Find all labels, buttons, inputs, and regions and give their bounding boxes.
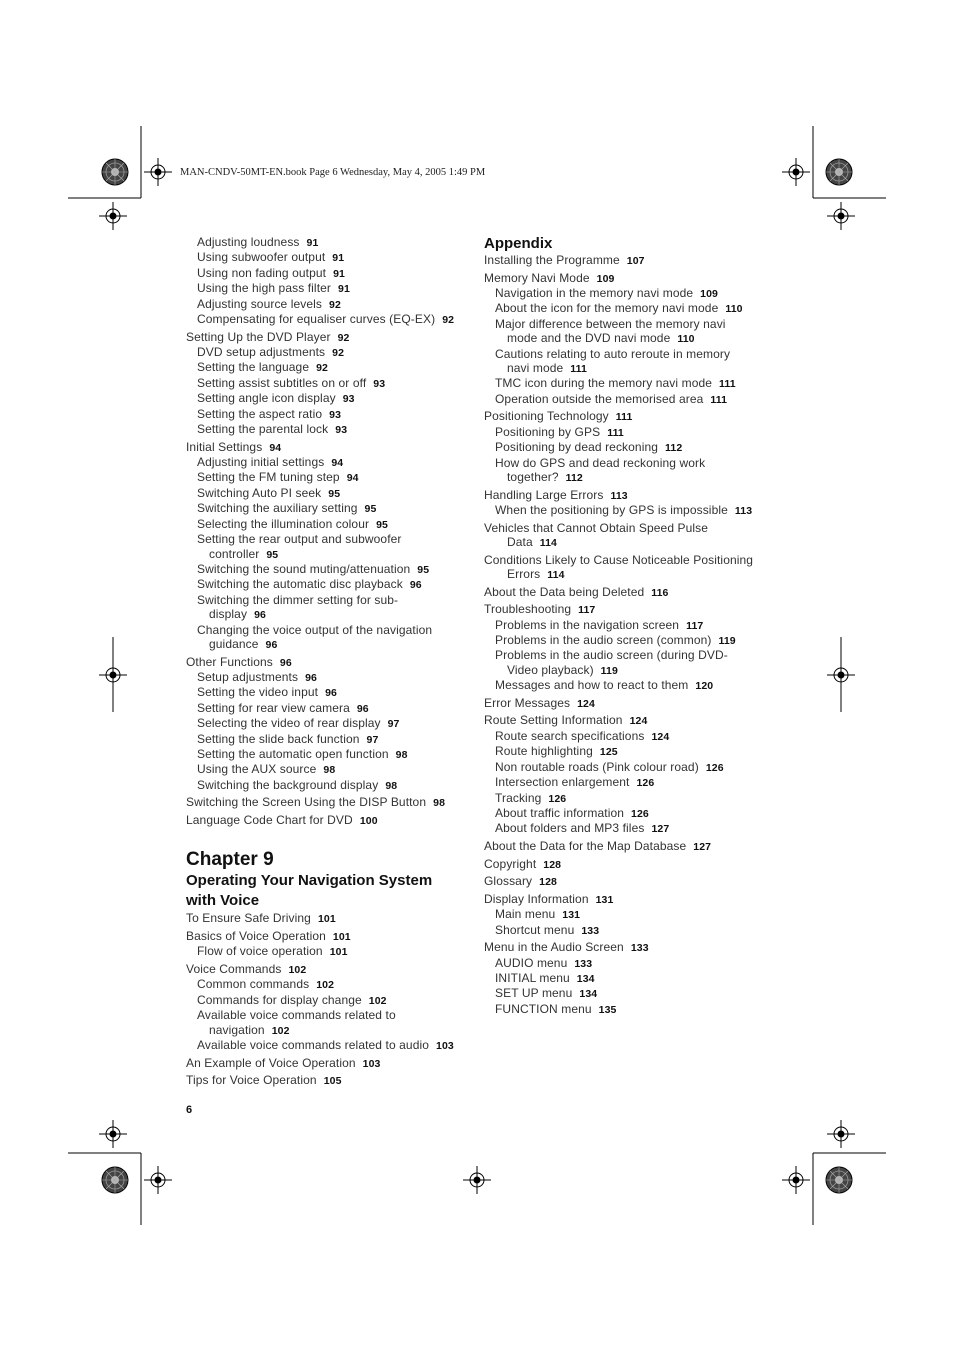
chapter-title-line1: Operating Your Navigation System xyxy=(186,872,433,890)
toc-entry xyxy=(484,986,774,1001)
toc-entry-page: 93 xyxy=(329,408,342,421)
toc-entry-title: Switching the Screen Using the DISP Button xyxy=(186,795,427,810)
toc-entry-title: Setting angle icon display xyxy=(197,391,336,406)
toc-entry-title: Conditions Likely to Cause Noticeable Positioning xyxy=(484,552,754,567)
toc-entry-title: Setting the FM tuning step xyxy=(197,470,340,485)
toc-entry-page: 133 xyxy=(581,924,600,937)
toc-entry-page: 98 xyxy=(395,748,408,761)
toc-entry xyxy=(186,593,476,607)
toc-right-column xyxy=(484,235,774,1017)
toc-entry-page: 94 xyxy=(331,457,344,470)
toc-entry-title: Selecting the illumination colour xyxy=(197,516,370,531)
toc-entry-title: AUDIO menu xyxy=(495,955,568,970)
toc-entry xyxy=(186,962,476,977)
toc-entry-page: 96 xyxy=(305,671,317,684)
toc-entry-title: About traffic information xyxy=(495,805,625,820)
toc-entry-page: 103 xyxy=(436,1040,454,1052)
toc-entry-title: Menu in the Audio Screen xyxy=(484,940,624,955)
toc-entry-title: Tracking xyxy=(495,790,542,805)
toc-entry-title: About the Data for the Map Database xyxy=(484,838,687,853)
toc-entry-page: 93 xyxy=(342,393,355,406)
toc-entry xyxy=(484,286,774,301)
toc-entry-page: 111 xyxy=(615,411,633,424)
toc-entry-title: Setting the automatic open function xyxy=(197,746,389,761)
toc-entry-page: 127 xyxy=(693,840,712,853)
toc-entry xyxy=(186,1038,476,1053)
toc-entry-page: 113 xyxy=(734,505,753,518)
toc-entry-title: Operation outside the memorised area xyxy=(495,391,704,406)
toc-entry-title: Vehicles that Cannot Obtain Speed Pulse xyxy=(484,520,709,535)
toc-entry xyxy=(484,806,774,821)
toc-entry xyxy=(186,747,476,762)
toc-entry-page: 131 xyxy=(595,893,614,906)
toc-entry-title: navi mode xyxy=(507,361,564,376)
toc-entry-page: 102 xyxy=(288,963,307,976)
toc-entry-page: 103 xyxy=(362,1057,381,1070)
toc-entry xyxy=(484,409,774,424)
toc-entry xyxy=(484,892,774,907)
toc-entry-page: 91 xyxy=(338,283,350,296)
toc-entry-title: Video playback) xyxy=(507,662,594,677)
toc-entry-title: Installing the Programme xyxy=(484,253,620,267)
toc-entry-page: 114 xyxy=(547,569,565,582)
toc-entry-title: Switching Auto PI seek xyxy=(197,485,322,500)
toc-entry xyxy=(484,821,774,836)
toc-entry xyxy=(186,732,476,747)
toc-entry-title: Common commands xyxy=(197,977,310,992)
toc-entry xyxy=(484,971,774,986)
toc-entry xyxy=(484,392,774,407)
toc-entry-title: Positioning by GPS xyxy=(495,424,601,439)
toc-entry xyxy=(186,297,476,312)
toc-entry-title: Major difference between the memory navi xyxy=(495,316,726,331)
toc-entry xyxy=(484,907,774,922)
toc-entry-page: 92 xyxy=(316,362,328,375)
toc-entry xyxy=(484,253,774,268)
toc-entry-title: Setup adjustments xyxy=(197,669,299,684)
toc-entry-title: Cautions relating to auto reroute in memory xyxy=(495,346,731,361)
toc-entry-title: Error Messages xyxy=(484,695,571,710)
toc-entry xyxy=(484,923,774,938)
toc-entry xyxy=(186,701,476,716)
toc-entry-page: 112 xyxy=(665,442,683,455)
toc-entry-title: controller xyxy=(209,546,260,561)
toc-entry-page: 96 xyxy=(279,656,292,669)
toc-entry xyxy=(186,977,476,992)
toc-entry xyxy=(186,330,476,345)
toc-entry-page: 97 xyxy=(387,718,400,731)
toc-entry xyxy=(484,535,774,550)
toc-entry xyxy=(484,585,774,600)
toc-entry xyxy=(186,1023,476,1038)
toc-entry-title: Selecting the video of rear display xyxy=(197,716,381,731)
toc-entry xyxy=(186,235,476,250)
toc-entry-page: 128 xyxy=(539,876,557,889)
toc-entry-title: Commands for display change xyxy=(197,992,362,1007)
toc-entry-title: Messages and how to react to them xyxy=(495,678,689,693)
toc-entry-title: Troubleshooting xyxy=(484,602,572,617)
toc-entry xyxy=(484,760,774,775)
toc-entry-title: How do GPS and dead reckoning work xyxy=(495,455,706,470)
toc-entry-title: Adjusting initial settings xyxy=(197,455,325,470)
toc-entry-title: Data xyxy=(507,535,533,550)
toc-entry-page: 131 xyxy=(562,909,581,922)
toc-entry xyxy=(186,547,476,562)
toc-entry xyxy=(186,577,476,592)
toc-entry-page: 93 xyxy=(335,424,348,437)
toc-entry xyxy=(186,795,476,810)
toc-entry-title: Route highlighting xyxy=(495,744,593,759)
toc-entry-title: SET UP menu xyxy=(495,986,573,1001)
toc-entry xyxy=(484,696,774,711)
toc-entry-page: 101 xyxy=(332,930,351,943)
toc-entry-title: Errors xyxy=(507,567,541,582)
toc-entry-title: Main menu xyxy=(495,907,556,922)
toc-entry-title: Adjusting source levels xyxy=(197,296,323,311)
toc-entry-title: Using the high pass filter xyxy=(197,281,332,296)
toc-entry-page: 126 xyxy=(548,792,567,805)
toc-entry-title: Setting the language xyxy=(197,360,310,375)
toc-entry-page: 133 xyxy=(630,942,649,955)
toc-entry-title: INITIAL menu xyxy=(495,970,570,985)
toc-entry-title: Language Code Chart for DVD xyxy=(186,812,353,827)
toc-entry-title: Non routable roads (Pink colour road) xyxy=(495,759,699,774)
toc-entry xyxy=(186,360,476,375)
toc-entry-page: 92 xyxy=(329,298,341,311)
toc-entry-title: Route search specifications xyxy=(495,728,645,743)
toc-entry xyxy=(484,633,774,648)
toc-entry-page: 102 xyxy=(271,1024,290,1037)
toc-entry-page: 100 xyxy=(359,814,378,827)
toc-entry xyxy=(186,716,476,731)
toc-entry xyxy=(484,663,774,678)
toc-entry-page: 95 xyxy=(364,503,377,516)
toc-entry-title: DVD setup adjustments xyxy=(197,345,326,360)
toc-entry-title: Flow of voice operation xyxy=(197,944,323,959)
toc-entry-title: Setting Up the DVD Player xyxy=(186,329,331,344)
toc-entry xyxy=(484,874,774,889)
toc-entry-page: 112 xyxy=(565,472,583,485)
toc-entry xyxy=(186,501,476,516)
toc-entry xyxy=(186,407,476,422)
toc-entry-title: Using the AUX source xyxy=(197,762,317,777)
toc-entry-title: Setting the slide back function xyxy=(197,731,360,746)
toc-entry xyxy=(484,456,774,470)
toc-entry xyxy=(186,391,476,406)
toc-entry-page: 95 xyxy=(417,563,430,576)
toc-entry-title: Initial Settings xyxy=(186,439,263,454)
toc-entry xyxy=(186,312,476,327)
toc-entry-page: 102 xyxy=(368,994,387,1007)
toc-entry xyxy=(484,729,774,744)
toc-entry xyxy=(186,655,476,670)
toc-entry xyxy=(484,376,774,391)
toc-entry xyxy=(484,791,774,806)
toc-entry-page: 110 xyxy=(677,333,695,346)
toc-entry xyxy=(484,713,774,728)
toc-entry-page: 91 xyxy=(333,267,345,280)
toc-entry xyxy=(186,470,476,485)
toc-entry xyxy=(484,940,774,955)
toc-entry-page: 92 xyxy=(337,331,350,344)
toc-entry xyxy=(186,1073,476,1088)
toc-entry xyxy=(186,281,476,296)
toc-entry-page: 94 xyxy=(346,472,359,485)
toc-entry-page: 92 xyxy=(332,347,345,360)
toc-entry-title: guidance xyxy=(209,636,259,651)
toc-entry xyxy=(484,331,774,346)
toc-entry-title: About the icon for the memory navi mode xyxy=(495,301,719,316)
toc-entry-page: 124 xyxy=(629,715,648,728)
toc-entry-title: Tips for Voice Operation xyxy=(186,1073,317,1088)
toc-entry xyxy=(484,839,774,854)
toc-entry-page: 111 xyxy=(570,363,587,376)
toc-entry-page: 126 xyxy=(705,761,724,774)
toc-entry-title: Setting the rear output and subwoofer xyxy=(197,532,402,547)
toc-entry-page: 91 xyxy=(306,237,319,249)
toc-entry xyxy=(484,567,774,582)
toc-entry-page: 124 xyxy=(651,730,670,743)
toc-entry xyxy=(484,361,774,376)
toc-entry-page: 101 xyxy=(329,946,348,959)
toc-entry-page: 119 xyxy=(718,635,736,648)
toc-entry xyxy=(186,685,476,700)
toc-entry-title: An Example of Voice Operation xyxy=(186,1055,356,1070)
toc-entry-page: 109 xyxy=(700,288,718,300)
toc-entry-title: Problems in the audio screen (during DVD- xyxy=(495,648,728,663)
toc-entry xyxy=(484,470,774,485)
toc-list-chapter xyxy=(186,911,476,1088)
toc-entry-page: 134 xyxy=(576,972,595,985)
toc-entry-title: Memory Navi Mode xyxy=(484,270,590,285)
toc-entry xyxy=(186,993,476,1008)
toc-entry-title: Problems in the audio screen (common) xyxy=(495,633,712,648)
page-number: 6 xyxy=(186,1104,193,1116)
toc-entry xyxy=(186,944,476,959)
toc-entry-page: 95 xyxy=(266,548,279,561)
toc-list-top xyxy=(186,235,476,828)
toc-entry xyxy=(484,503,774,518)
toc-entry-title: together? xyxy=(507,470,559,485)
toc-entry-title: Voice Commands xyxy=(186,961,282,976)
toc-entry-page: 93 xyxy=(373,377,386,390)
toc-entry-title: Using subwoofer output xyxy=(197,250,326,265)
toc-entry-title: Problems in the navigation screen xyxy=(495,617,680,632)
toc-entry xyxy=(186,607,476,622)
toc-entry xyxy=(484,775,774,790)
toc-entry xyxy=(186,345,476,360)
toc-entry xyxy=(484,648,774,662)
toc-entry xyxy=(186,562,476,577)
toc-entry-title: Setting the parental lock xyxy=(197,422,329,437)
appendix-heading: Appendix xyxy=(484,235,553,252)
toc-entry xyxy=(484,618,774,633)
toc-entry-page: 105 xyxy=(323,1075,342,1088)
toc-entry-page: 120 xyxy=(695,680,714,693)
toc-entry-title: Shortcut menu xyxy=(495,922,575,937)
toc-entry xyxy=(484,425,774,440)
toc-entry-page: 98 xyxy=(433,797,446,810)
toc-entry xyxy=(186,670,476,685)
toc-entry xyxy=(484,440,774,455)
toc-entry xyxy=(186,623,476,637)
toc-entry-page: 95 xyxy=(376,518,388,531)
toc-entry-page: 116 xyxy=(651,586,669,599)
toc-entry-title: mode and the DVD navi mode xyxy=(507,331,671,346)
toc-entry-title: Positioning by dead reckoning xyxy=(495,440,659,455)
toc-entry-title: Available voice commands related to audio xyxy=(197,1038,430,1052)
toc-entry-title: Display Information xyxy=(484,891,589,906)
toc-entry xyxy=(186,929,476,944)
toc-entry-page: 96 xyxy=(254,609,266,622)
toc-entry-page: 135 xyxy=(598,1003,617,1016)
toc-entry-page: 98 xyxy=(385,779,398,792)
toc-entry xyxy=(484,678,774,693)
toc-entry-title: Switching the background display xyxy=(197,777,379,792)
toc-entry xyxy=(484,521,774,535)
toc-entry xyxy=(484,488,774,503)
toc-entry-page: 98 xyxy=(323,764,336,777)
toc-entry-page: 111 xyxy=(710,393,728,406)
toc-entry-page: 91 xyxy=(332,252,345,265)
toc-entry-title: About the Data being Deleted xyxy=(484,584,645,599)
toc-entry xyxy=(186,778,476,793)
toc-entry-title: Setting assist subtitles on or off xyxy=(197,375,367,390)
toc-entry xyxy=(186,532,476,546)
toc-entry-title: Intersection enlargement xyxy=(495,775,630,790)
toc-entry-page: 97 xyxy=(366,733,379,746)
toc-entry xyxy=(484,301,774,316)
toc-entry-page: 126 xyxy=(631,807,649,820)
toc-entry-page: 96 xyxy=(409,579,422,592)
toc-entry-title: TMC icon during the memory navi mode xyxy=(495,376,713,391)
toc-entry-page: 92 xyxy=(442,314,455,327)
toc-entry-page: 125 xyxy=(599,746,618,759)
chapter-label: Chapter 9 xyxy=(186,849,274,871)
toc-entry-title: Other Functions xyxy=(186,654,273,669)
toc-entry-title: Using non fading output xyxy=(197,265,327,280)
toc-entry-page: 109 xyxy=(596,272,615,285)
toc-entry xyxy=(484,857,774,872)
toc-entry xyxy=(186,637,476,652)
toc-entry-title: Available voice commands related to xyxy=(197,1008,396,1023)
toc-entry-title: FUNCTION menu xyxy=(495,1001,592,1016)
toc-entry xyxy=(186,455,476,470)
toc-entry-title: About folders and MP3 files xyxy=(495,821,645,836)
toc-entry-title: Changing the voice output of the navigation xyxy=(197,622,433,637)
toc-entry-title: Setting the video input xyxy=(197,685,319,700)
toc-entry-title: Setting for rear view camera xyxy=(197,700,350,715)
toc-entry xyxy=(484,744,774,759)
toc-list-appendix xyxy=(484,253,774,1017)
toc-entry xyxy=(484,271,774,286)
toc-entry-page: 126 xyxy=(636,777,655,790)
toc-entry-title: Switching the sound muting/attenuation xyxy=(197,561,411,576)
toc-entry-page: 101 xyxy=(317,913,336,926)
toc-entry xyxy=(484,956,774,971)
toc-entry-title: Switching the auxiliary setting xyxy=(197,501,358,516)
toc-entry-page: 113 xyxy=(610,489,628,502)
toc-entry-page: 134 xyxy=(579,988,598,1001)
chapter-title-line2: with Voice xyxy=(186,892,260,910)
toc-entry-title: Copyright xyxy=(484,856,537,871)
toc-entry xyxy=(186,266,476,281)
toc-entry xyxy=(484,347,774,361)
toc-entry-page: 127 xyxy=(651,823,670,836)
toc-entry-page: 128 xyxy=(543,858,562,871)
toc-entry xyxy=(186,486,476,501)
toc-entry-title: Compensating for equaliser curves (EQ-EX) xyxy=(197,312,436,327)
toc-entry-title: Setting the aspect ratio xyxy=(197,406,323,421)
toc-entry xyxy=(186,440,476,455)
toc-entry-page: 110 xyxy=(725,303,743,316)
toc-entry-title: Adjusting loudness xyxy=(197,235,300,249)
toc-entry-page: 117 xyxy=(686,619,704,632)
toc-entry xyxy=(186,1008,476,1022)
toc-entry-title: navigation xyxy=(209,1022,265,1037)
toc-entry xyxy=(186,422,476,437)
toc-entry-page: 96 xyxy=(356,702,369,715)
toc-entry-title: Switching the automatic disc playback xyxy=(197,577,403,592)
toc-entry-title: To Ensure Safe Driving xyxy=(186,911,311,926)
toc-entry-title: Glossary xyxy=(484,874,533,889)
toc-entry-title: Route Setting Information xyxy=(484,713,623,728)
toc-entry-title: display xyxy=(209,607,248,622)
toc-entry-title: When the positioning by GPS is impossible xyxy=(495,503,728,518)
toc-entry xyxy=(484,317,774,331)
toc-entry-page: 95 xyxy=(328,487,341,500)
toc-entry-page: 102 xyxy=(316,979,335,992)
toc-entry-page: 114 xyxy=(539,537,557,550)
toc-entry-page: 96 xyxy=(325,687,337,700)
toc-entry xyxy=(186,250,476,265)
toc-entry-page: 124 xyxy=(577,697,595,710)
toc-entry-page: 111 xyxy=(607,426,624,439)
toc-entry xyxy=(484,602,774,617)
toc-entry-title: Positioning Technology xyxy=(484,409,609,424)
toc-entry-title: Basics of Voice Operation xyxy=(186,928,326,943)
toc-entry-page: 107 xyxy=(626,255,645,267)
file-header: MAN-CNDV-50MT-EN.book Page 6 Wednesday, May 4, 2005 1:49 PM xyxy=(180,167,486,178)
toc-entry xyxy=(186,376,476,391)
toc-entry-title: Navigation in the memory navi mode xyxy=(495,286,694,300)
toc-entry-page: 133 xyxy=(574,957,593,970)
toc-entry-page: 111 xyxy=(719,378,736,391)
toc-entry xyxy=(186,762,476,777)
toc-entry-page: 96 xyxy=(265,638,278,651)
toc-entry xyxy=(484,553,774,567)
toc-entry xyxy=(186,1056,476,1071)
toc-entry-page: 94 xyxy=(269,441,282,454)
toc-entry-page: 117 xyxy=(578,604,596,617)
toc-entry-title: Handling Large Errors xyxy=(484,487,604,502)
toc-entry xyxy=(484,1002,774,1017)
toc-entry-page: 119 xyxy=(600,664,618,677)
toc-entry-title: Switching the dimmer setting for sub- xyxy=(197,592,399,607)
toc-entry xyxy=(186,517,476,532)
toc-entry xyxy=(186,813,476,828)
toc-entry xyxy=(186,911,476,926)
toc-left-column xyxy=(186,235,476,1089)
